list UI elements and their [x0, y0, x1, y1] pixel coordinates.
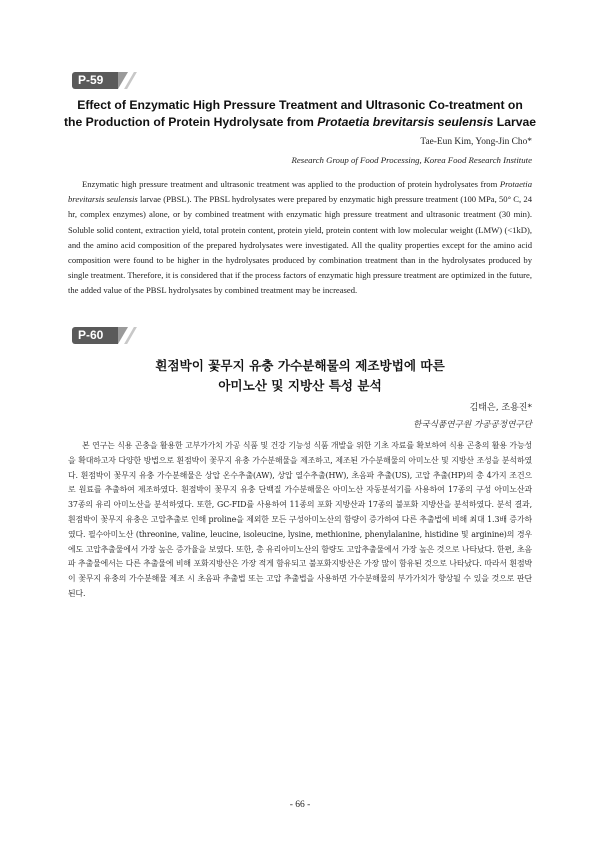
authors-p60: 김태은, 조용진*	[469, 403, 532, 413]
title-ko-line-2: 아미노산 및 지방산 특성 분석	[218, 378, 382, 393]
abstract-body-p60	[68, 439, 532, 602]
abstract-ko-text: 본 연구는 식용 곤충을 활용한 고부가가치 가공 식품 및 건강 기능성 식품 개발을 위한 기초 자료를 확보하여 식용 곤충의 활용 가능성을 확대하고자 다양한 방법으로 흰점박이 꽃무지 유충 가수분해물을 제조하고, 제조된 가수분해물의 아미노산 및 지방산 조성을 분석하였다. 흰점박이 꽃무지 유충 가수분해물은 상압 온수추출(AW), 상압 열수추출(HW), 초음파 추출(US), 고압 추출(HP)의 총 4가지 조건으로 원료를 추출하여 제조하였다. 흰점박이 꽃무지 유충 단백질 가수분해물은 아미노산 자동분석기를 사용하여 17종의 구성 아미노산과 37종의 유리 아미노산을 분석하였다. 또한, GC-FID를 사용하여 11종의 포화 지방산과 17종의 불포화 지방산을 분석하였다. 분석 결과, 흰점박이 꽃무지 유충은 고압추출로 인해 proline을 제외한 모든 구성아미노산의 함량이 증가하여 다른 추출법에 비해 최대 1.3배 증가하였다. 필수아미노산 (threonine, valine, leucine, isoleucine, lysine, methionine, phenylalanine, histidine 및 arginine)의 경우에도 고압추출물에서 가장 높은 증가율을 보였다. 또한, 총 유리아미노산의 함량도 고압추출물에서 가장 높은 것으로 나타났다. 한편, 초음파 추출물에서는 다른 추출물에 비해 포화지방산은 가장 적게 함유되고 불포화지방산은 가장 많이 함유된 것으로 나타났다. 따라서 흰점박이 꽃무지 유충의 가수분해물 제조 시 초음파 추출법 또는 고압 추출법을 사용하면 가수분해물의 부가가치가 향상될 수 있을 것으로 판단된다.	[68, 441, 532, 598]
authors-p59: Tae-Eun Kim, Yong-Jin Cho*	[420, 137, 532, 147]
page-number: - 66 -	[289, 800, 311, 810]
title-ko-line-1: 흰점박이 꽃무지 유충 가수분해물의 제조방법에 따른	[155, 358, 445, 373]
title-line-2-prefix: the Production of Protein Hydrolysate from	[63, 115, 318, 129]
title-line-2-suffix: Larvae	[493, 115, 537, 129]
affiliation-p59: Research Group of Food Processing, Korea Food Research Institute	[291, 155, 532, 165]
title-line-1: Effect of Enzymatic High Pressure Treatment and Ultrasonic Co-treatment on	[77, 98, 523, 112]
abstract-title-p59	[62, 97, 538, 131]
abstract-species-name: Protaetia brevitarsis seulensis	[68, 179, 532, 205]
affiliation-p60: 한국식품연구원 가공공정연구단	[413, 420, 532, 430]
abstract-title-p60	[62, 356, 538, 396]
abstract-body-p59	[68, 177, 532, 299]
abstract-text-start: Enzymatic high pressure treatment and ultrasonic treatment was applied to the production of protein hydrolysates from	[82, 179, 500, 189]
abstract-text-rest: larvae (PBSL). The PBSL hydrolysates were prepared by enzymatic high pressure treatment (100 MPa, 50° C, 24 hr, complex enzymes) alone, or by combined treatment with enzymatic high pressure treatment and ultrasonic treatment (30 min). Soluble solid content, extraction yield, total protein content, protein yield, protein content with low molecular weight (LMW) (<1kD), and the amino acid composition of the prepared hydrolysates were investigated. All the quality properties except for the amino acid composition were found to be higher in the hydrolysates produced by combination treatment than in the hydrolysates produced by single treatment. Therefore, it is considered that if the process factors of enzymatic high pressure treatment are optimized in the future, the added value of the PBSL hydrolysates by combined treatment may be increased.	[68, 194, 532, 296]
title-species-name: Protaetia brevitarsis seulensis	[317, 115, 494, 129]
abstract-number-badge-p59: P-59	[72, 72, 118, 89]
abstract-number-badge-p60: P-60	[72, 327, 118, 344]
